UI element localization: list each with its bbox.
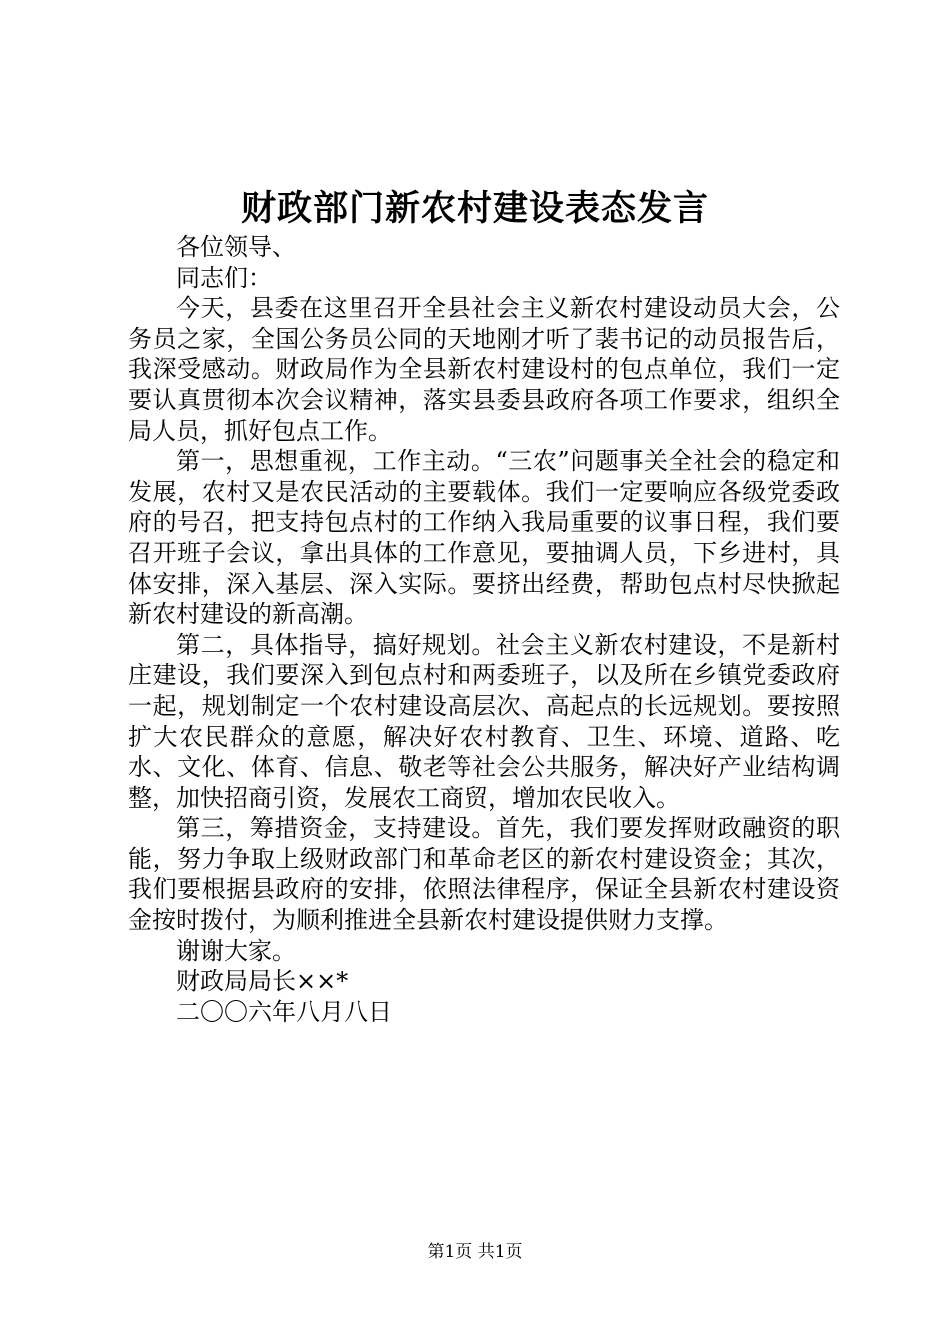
- paragraph-second-point: 第二，具体指导，搞好规划。社会主义新农村建设，不是新村庄建设，我们要深入到包点村和两委班子，以及所在乡镇党委政府一起，规划制定一个农村建设高层次、高起点的长远规划。要按照扩大农民群众的意愿，解决好农村教育、卫生、环境、道路、吃水、文化、体育、信息、敬老等社会公共服务，解决好产业结构调整，加快招商引资，发展农工商贸，增加农民收入。: [128, 630, 840, 812]
- document-title: 财政部门新农村建设表态发言: [240, 188, 709, 229]
- paragraph-first-point: 第一，思想重视，工作主动。“三农”问题事关全社会的稳定和发展，农村又是农民活动的主要载体。我们一定要响应各级党委政府的号召，把支持包点村的工作纳入我局重要的议事日程，我们要召开班子会议，拿出具体的工作意见，要抽调人员，下乡进村，具体安排，深入基层、深入实际。要挤出经费，帮助包点村尽快掀起新农村建设的新高潮。: [128, 447, 840, 629]
- paragraph-intro: 今天，县委在这里召开全县社会主义新农村建设动员大会，公务员之家，全国公务员公同的天地刚才听了裴书记的动员报告后，我深受感动。财政局作为全县新农村建设村的包点单位，我们一定要认真贯彻本次会议精神，落实县委县政府各项工作要求，组织全局人员，抓好包点工作。: [128, 294, 840, 445]
- salutation-leaders: 各位领导、: [176, 233, 296, 261]
- signature: 财政局局长××*: [176, 967, 349, 996]
- salutation-comrades: 同志们：: [176, 263, 272, 292]
- document-body: [128, 232, 840, 1027]
- page-number-footer: 第1页 共1页: [427, 1242, 523, 1262]
- closing-thanks: 谢谢大家。: [176, 936, 296, 965]
- paragraph-third-point: 第三，筹措资金，支持建设。首先，我们要发挥财政融资的职能，努力争取上级财政部门和革命老区的新农村建设资金；其次，我们要根据县政府的安排，依照法律程序，保证全县新农村建设资金按时拨付，为顺利推进全县新农村建设提供财力支撑。: [128, 814, 840, 935]
- document-date: 二〇〇六年八月八日: [176, 997, 392, 1026]
